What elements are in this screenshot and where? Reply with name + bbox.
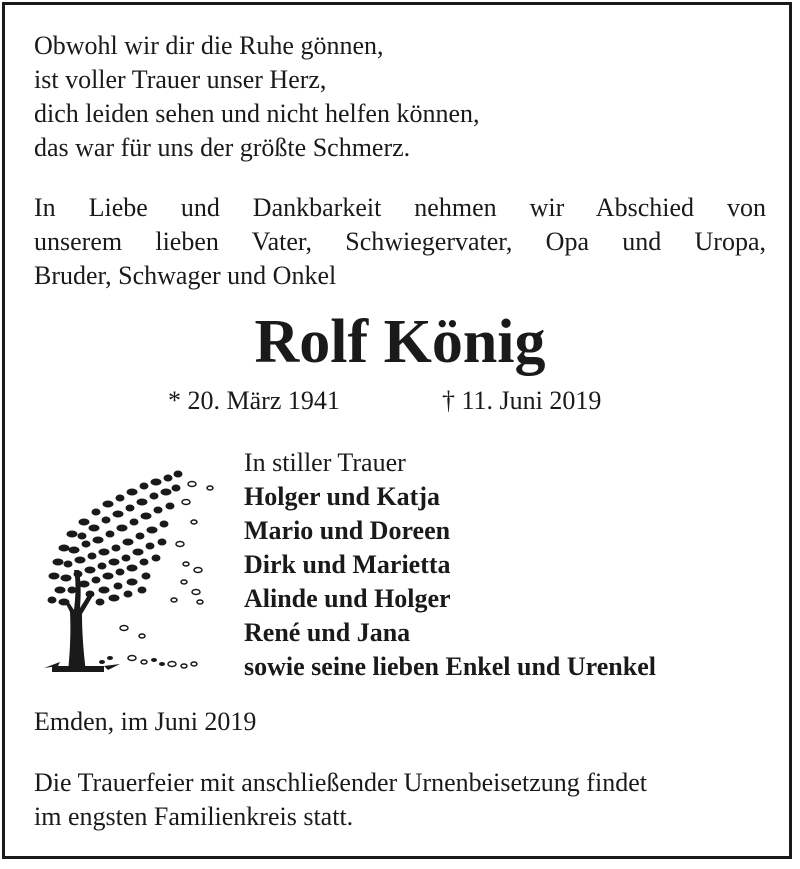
death-date: † 11. Juni 2019 — [442, 386, 602, 415]
mourner-5: René und Jana — [244, 618, 411, 647]
intro-line-1: In Liebe und Dankbarkeit nehmen wir Abschied von — [34, 193, 766, 222]
mourners-heading: In stiller Trauer — [244, 448, 406, 477]
tree-icon — [24, 452, 220, 674]
notice-line-2: im engsten Familienkreis statt. — [34, 802, 354, 831]
poem-line-2: ist voller Trauer unser Herz, — [34, 65, 327, 94]
place-date: Emden, im Juni 2019 — [34, 707, 257, 736]
mourner-1: Holger und Katja — [244, 482, 440, 511]
mourner-4: Alinde und Holger — [244, 584, 451, 613]
mourner-6: sowie seine lieben Enkel und Urenkel — [244, 652, 656, 681]
poem-line-4: das war für uns der größte Schmerz. — [34, 133, 411, 162]
intro-line-3: Bruder, Schwager und Onkel — [34, 261, 337, 290]
mourner-3: Dirk und Marietta — [244, 550, 451, 579]
mourner-2: Mario und Doreen — [244, 516, 451, 545]
notice-line-1: Die Trauerfeier mit anschließender Urnenbeisetzung findet — [34, 768, 647, 797]
poem-line-3: dich leiden sehen und nicht helfen können, — [34, 99, 480, 128]
intro-line-2: unserem lieben Vater, Schwiegervater, Opa und Uropa, — [34, 227, 766, 256]
poem-line-1: Obwohl wir dir die Ruhe gönnen, — [34, 31, 384, 60]
deceased-name: Rolf König — [254, 308, 546, 376]
birth-date: * 20. März 1941 — [168, 386, 340, 415]
